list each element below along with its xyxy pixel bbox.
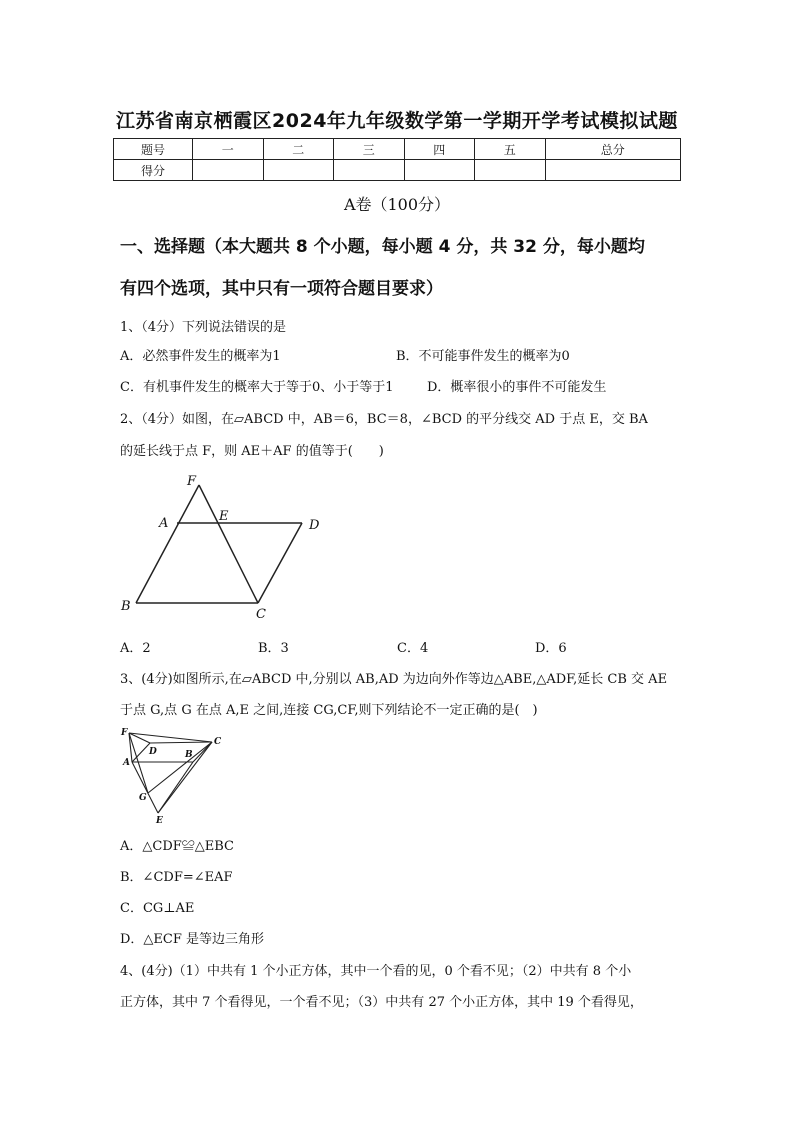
score-header-cell: 五: [475, 139, 546, 160]
label-b: B: [185, 750, 193, 760]
q2-option-c: C．4: [397, 641, 429, 656]
line-fc: [129, 733, 212, 742]
q2-stem-line2: 的延长线于点 F，则 AE＋AF 的值等于( ): [120, 444, 384, 459]
label-d: D: [309, 518, 320, 533]
q3-option-d: D．△ECF 是等边三角形: [120, 932, 265, 947]
q3-stem-line2: 于点 G,点 G 在点 A,E 之间,连接 CG,CF,则下列结论不一定正确的是( ): [120, 703, 538, 718]
score-header-cell: 四: [404, 139, 475, 160]
label-f: F: [187, 474, 197, 489]
label-c: C: [214, 737, 222, 747]
score-header-cell: 二: [263, 139, 334, 160]
score-header-cell: 总分: [545, 139, 681, 160]
label-e: E: [219, 509, 229, 524]
q3-option-b: B．∠CDF=∠EAF: [120, 870, 233, 885]
q2-option-b: B．3: [258, 641, 289, 656]
q3-option-c: C．CG⊥AE: [120, 901, 195, 916]
line-bf: [136, 485, 199, 603]
label-b: B: [121, 599, 131, 614]
score-cell[interactable]: [475, 160, 546, 181]
exam-title: 江苏省南京栖霞区2024年九年级数学第一学期开学考试模拟试题: [116, 110, 678, 132]
score-row-label: 得分: [114, 160, 193, 181]
q3-option-a: A．△CDF≌△EBC: [120, 839, 235, 854]
q2-stem-line1: 2、（4分）如图，在▱ABCD 中，AB＝6，BC＝8，∠BCD 的平分线交 AD 于点 E，交 BA: [120, 412, 648, 427]
q1-option-c: C．有机事件发生的概率大于等于0、小于等于1: [120, 380, 394, 395]
score-cell[interactable]: [404, 160, 475, 181]
score-table-header-row: [114, 139, 681, 160]
score-cell[interactable]: [193, 160, 264, 181]
label-a: A: [159, 516, 169, 531]
q2-parallelogram-figure: [115, 470, 330, 625]
section1-heading-line1: 一、选择题（本大题共 8 个小题，每小题 4 分，共 32 分，每小题均: [120, 237, 645, 257]
q1-option-d: D．概率很小的事件不可能发生: [427, 380, 607, 395]
score-table-score-row: [114, 160, 681, 181]
q1-option-b: B．不可能事件发生的概率为0: [396, 349, 570, 364]
section-a-heading: A卷（100分）: [343, 195, 451, 214]
line-fc: [199, 485, 258, 603]
q4-stem-line1: 4、(4分)（1）中共有 1 个小正方体，其中一个看的见，0 个看不见；（2）中共有 8 个小: [120, 964, 632, 979]
q2-option-d: D．6: [535, 641, 567, 656]
label-d: D: [149, 747, 157, 757]
q2-option-a: A．2: [120, 641, 151, 656]
score-header-cell: 三: [334, 139, 405, 160]
score-cell[interactable]: [263, 160, 334, 181]
label-e: E: [156, 816, 163, 825]
score-header-cell: 题号: [114, 139, 193, 160]
label-f: F: [121, 728, 128, 738]
score-header-cell: 一: [193, 139, 264, 160]
q3-stem-line1: 3、(4分)如图所示,在▱ABCD 中,分别以 AB,AD 为边向外作等边△ABE,△ADF,延长 CB 交 AE: [120, 672, 668, 687]
q1-option-a: A．必然事件发生的概率为1: [120, 349, 281, 364]
q1-stem: 1、（4分）下列说法错误的是: [120, 320, 287, 335]
line-dc: [150, 742, 212, 743]
q3-equilateral-figure: [116, 725, 226, 825]
score-table: [113, 138, 681, 181]
q4-stem-line2: 正方体，其中 7 个看得见，一个看不见；（3）中共有 27 个小正方体，其中 19 个看得见，: [120, 995, 643, 1010]
section1-heading-line2: 有四个选项，其中只有一项符合题目要求）: [120, 279, 443, 299]
score-cell[interactable]: [334, 160, 405, 181]
label-g: G: [139, 793, 147, 803]
label-c: C: [256, 607, 266, 622]
label-a: A: [123, 758, 130, 768]
score-cell[interactable]: [545, 160, 681, 181]
line-fg: [129, 733, 148, 793]
line-cg: [148, 742, 212, 793]
line-cd: [258, 523, 302, 603]
